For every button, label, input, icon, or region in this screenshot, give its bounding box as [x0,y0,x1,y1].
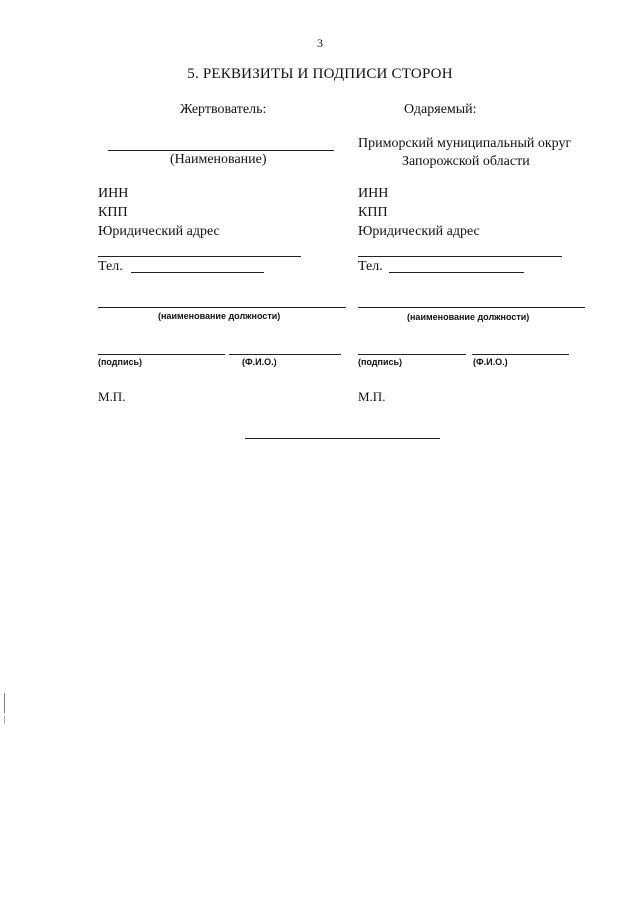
recipient-name-line1: Приморский муниципальный округ [358,136,572,151]
donor-address-line [98,256,301,257]
donor-name-line [108,150,334,151]
closing-separator-line [245,438,440,439]
recipient-inn-label: ИНН [358,186,389,201]
recipient-kpp-label: КПП [358,205,388,220]
recipient-position-line [358,307,585,308]
recipient-fio-line [472,354,569,355]
recipient-address-line [358,256,562,257]
recipient-signature-caption: (подпись) [358,357,403,367]
donor-phone-label: Тел. [98,259,123,274]
donor-fio-line [229,354,341,355]
recipient-heading: Одаряемый: [404,102,477,117]
scan-artifact-mark [4,693,5,713]
recipient-fio-caption: (Ф.И.О.) [473,357,508,367]
scan-artifact-mark [4,716,5,724]
recipient-phone-label: Тел. [358,259,383,274]
donor-name-caption: (Наименование) [170,152,267,167]
donor-position-line [98,307,346,308]
recipient-stamp-label: М.П. [358,389,386,404]
donor-phone-line [131,272,264,273]
donor-signature-line [98,354,225,355]
donor-address-label: Юридический адрес [98,224,220,239]
donor-inn-label: ИНН [98,186,129,201]
donor-stamp-label: М.П. [98,389,126,404]
donor-position-caption: (наименование должности) [158,311,281,321]
recipient-position-caption: (наименование должности) [407,312,530,322]
section-title: 5. РЕКВИЗИТЫ И ПОДПИСИ СТОРОН [187,66,453,82]
page-number: 3 [317,36,323,50]
recipient-phone-line [389,272,524,273]
recipient-name-line2: Запорожской области [402,154,530,169]
donor-kpp-label: КПП [98,205,128,220]
donor-fio-caption: (Ф.И.О.) [242,357,277,367]
donor-heading: Жертвователь: [180,102,267,117]
donor-signature-caption: (подпись) [98,357,143,367]
recipient-address-label: Юридический адрес [358,224,480,239]
recipient-signature-line [358,354,466,355]
